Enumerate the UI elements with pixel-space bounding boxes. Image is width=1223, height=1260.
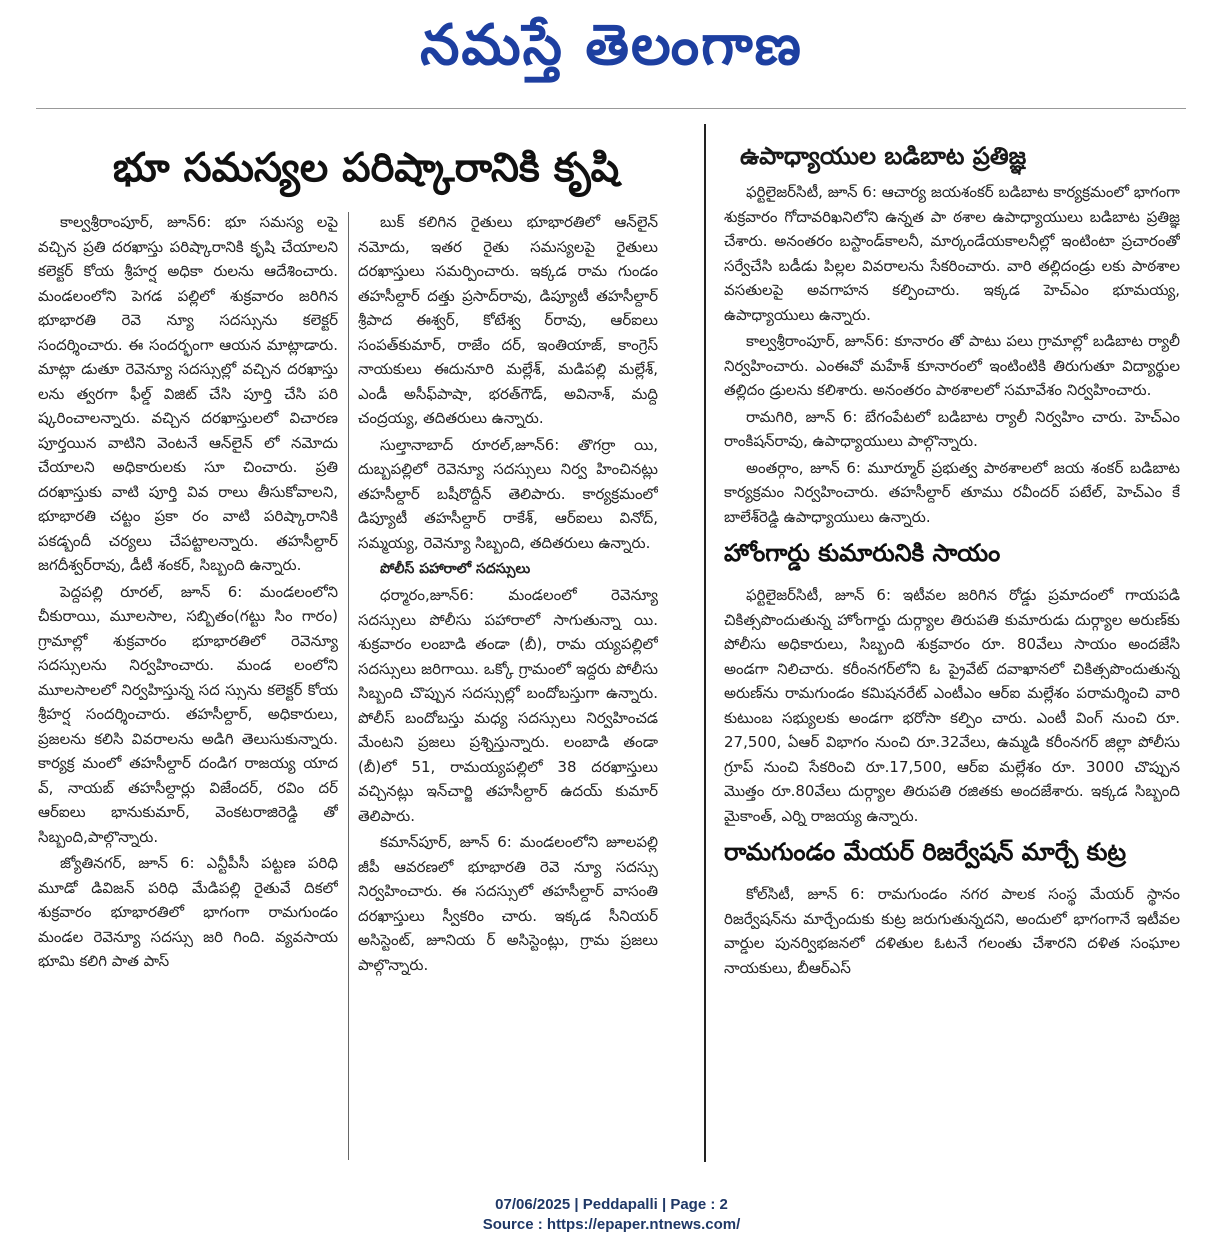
article-column-1 bbox=[38, 210, 338, 1160]
article-paragraph: బుక్ కలిగిన రైతులు భూభారతిలో ఆన్‌లైన్ నమోదు, ఇతర రైతు సమస్యలపై రైతులు దరఖాస్తులు సమర్పించారు. ఇక్కడ రామ గుండం తహసీల్దార్ దత్తు ప్రసాద్‌రావు, డిప్యూటీ తహసీల్దార్ శ్రీపాద ఈశ్వర్, కోటేశ్వ ర్‌రావు, ఆర్‌ఐలు సంపత్‌కుమార్, రాజేం దర్, ఇంతియాజ్, కాంగ్రెస్ నాయకులు ఈదునూరి మల్లేశ్, మడిపల్లి మల్లేశ్, ఎండీ అసీఫ్‌పాషా, భరత్‌గౌడ్, అవినాశ్, మద్ది చంద్రయ్య, తదితరులు ఉన్నారు. bbox=[358, 213, 658, 427]
article-paragraph: జ్యోతినగర్, జూన్ 6: ఎన్టీపీసీ పట్టణ పరిధి మూడో డివిజన్ పరిధి మేడిపల్లి రైతువే దికలో శుక్రవారం భూభారతిలో భాగంగా రామగుండం మండల రెవెన్యూ సదస్సు జరి గింది. వ్యవసాయ భూమి కలిగి పాత పాస్ bbox=[38, 854, 338, 970]
masthead bbox=[0, 8, 1223, 88]
newspaper-logo: నమస్తే తెలంగాణ bbox=[420, 13, 803, 78]
article-paragraph: కమాన్‌పూర్, జూన్ 6: మండలంలోని జూలపల్లి జీపీ ఆవరణలో భూభారతి రెవె న్యూ సదస్సు నిర్వహించారు. ఈ సదస్సులో తహసీల్దార్ వాసంతి దరఖాస్తులు స్వీకరిం చారు. ఇక్కడ సీనియర్ అసిస్టెంట్, జూనియ ర్ అసిస్టెంట్లు, గ్రామ ప్రజలు పాల్గొన్నారు. bbox=[358, 833, 658, 974]
footer-source: Source : https://epaper.ntnews.com/ bbox=[482, 1216, 741, 1233]
article-subhead: పోలీస్ పహారాలో సదస్సులు bbox=[380, 561, 531, 577]
article-column-2 bbox=[358, 210, 658, 1160]
article-paragraph: ఫర్టిలైజర్‌సిటీ, జూన్ 6: ఇటీవల జరిగిన రోడ్డు ప్రమాదంలో గాయపడి చికిత్సపొందుతున్న హోంగార్డు దుర్గ్యాల తిరుపతి కుమారుడు దుర్గ్యాల అరుణ్‌కు పోలీసు అధికారులు, సిబ్బంది శుక్రవారం రూ. 80వేలు సాయం అందజేసి అండగా నిలిచారు. కరీంనగర్‌లోని ఓ ప్రైవేట్ దవాఖానలో చికిత్సపొందుతున్న అరుణ్‌ను రామగుండం కమిషనరేట్ ఎంటీఎం ఆర్‌ఐ మల్లేశం పరామర్శించి వారి కుటుంబ సభ్యులకు అండగా భరోసా కల్పిం చారు. ఎంటీ వింగ్ నుంచి రూ. 27,500, ఏఆర్ విభాగం నుంచి రూ.32వేలు, ఉమ్మడి కరీంనగర్ జిల్లా పోలీసు గ్రూప్ నుంచి సేకరించి రూ.17,500, ఆర్‌ఐ మల్లేశం రూ. 3000 చొప్పున మొత్తం రూ.80వేలు దుర్గ్యాల తిరుపతి రజితకు అందజేశారు. ఇక్కడ సిబ్బంది మైకాంత్, ఎర్ని రాజయ్య ఉన్నారు. bbox=[724, 586, 1180, 825]
right-news-column bbox=[724, 180, 1180, 1160]
article-paragraph: అంతర్గాం, జూన్ 6: మూర్మూర్ ప్రభుత్వ పాఠశాలలో జయ శంకర్ బడిబాట కార్యక్రమం నిర్వహించారు. తహసీల్దార్ తూము రవీందర్ పటేల్, హెచ్‌ఎం కే బాలేశ్‌రెడ్డి ఉపాధ్యాయులు ఉన్నారు. bbox=[724, 458, 1180, 526]
column-divider bbox=[704, 124, 706, 1162]
inner-column-divider bbox=[348, 212, 349, 1160]
section-title-mayor: రామగుండం మేయర్ రిజర్వేషన్ మార్చే కుట్ర bbox=[724, 838, 1126, 866]
article-paragraph: పెద్దపల్లి రూరల్, జూన్ 6: మండలంలోని చీకురాయి, మూలసాల, సబ్బితం(గట్టు సిం గారం) గ్రామాల్లో శుక్రవారం భూభారతిలో రెవెన్యూ సదస్సులను నిర్వహించారు. మండ లంలోని మూలసాలలో నిర్వహిస్తున్న సద స్సును కలెక్టర్ కోయ శ్రీహర్ష సందర్శించారు. తహసీల్దార్, అధికారులు, ప్రజలను కలిసి వివరాలను అడిగి తెలుసుకున్నారు. కార్యక్ర మంలో తహసీల్దార్ దండిగ రాజయ్య యాద వ్, నాయబ్ తహసీల్దార్లు విజేందర్, రవిం దర్ ఆర్‌ఐలు భానుకుమార్, వెంకటరాజిరెడ్డి తో సిబ్బంది,పాల్గొన్నారు. bbox=[38, 582, 338, 846]
footer-dateline: 07/06/2025 | Peddapalli | Page : 2 bbox=[495, 1196, 728, 1213]
article-paragraph: సుల్తానాబాద్ రూరల్,జూన్6: తొగర్రా యి, దుబ్బపల్లిలో రెవెన్యూ సదస్సులు నిర్వ హించినట్లు తహసీల్దార్ బషీరొద్దీన్ తెలిపారు. కార్యక్రమంలో డిప్యూటీ తహసీల్దార్ రాకేశ్, ఆర్‌ఐలు వినోద్, సమ్మయ్య, రెవెన్యూ సిబ్బంది, తదితరులు ఉన్నారు. bbox=[358, 435, 658, 552]
main-headline: భూ సమస్యల పరిష్కారానికి కృషి bbox=[112, 145, 620, 191]
section-title-badibata: ఉపాధ్యాయుల బడిబాట ప్రతిజ్ఞ bbox=[740, 142, 1027, 170]
article-paragraph: ధర్మారం,జూన్6: మండలంలో రెవెన్యూ సదస్సులు పోలీసు పహారాలో సాగుతున్నా యి. శుక్రవారం లంబాడి తండా (బీ), రామ య్యపల్లిలో సదస్సులు జరిగాయి. ఒక్కో గ్రామంలో ఇద్దరు పోలీసు సిబ్బంది చొప్పున సదస్సుల్లో బందోబస్తుగా ఉన్నారు. పోలీస్ బందోబస్తు మధ్య సదస్సులు నిర్వహించడ మేంటని ప్రజలు ప్రశ్నిస్తున్నారు. లంబాడి తండా (బీ)లో 51, రామయ్యపల్లిలో 38 దరఖాస్తులు వచ్చినట్లు ఇన్‌చార్జి తహసీల్దార్ ఉదయ్ కుమార్ తెలిపారు. bbox=[358, 586, 658, 825]
article-paragraph: రామగిరి, జూన్ 6: బేగంపేటలో బడిబాట ర్యాలీ నిర్వహిం చారు. హెచ్‌ఎం రాంకిషన్‌రావు, ఉపాధ్యాయులు పాల్గొన్నారు. bbox=[724, 407, 1180, 450]
article-paragraph: కాల్వశ్రీరాంపూర్, జూన్6: కూనారం తో పాటు పలు గ్రామాల్లో బడిబాట ర్యాలీ నిర్వహించారు. ఎంఈవో మహేశ్ కూనారంలో ఇంటింటికి తిరుగుతూ విద్యార్థుల తల్లిదం డ్రులను కలిశారు. అనంతరం పాఠశాలలో సమావేశం నిర్వహించారు. bbox=[724, 332, 1180, 399]
article-paragraph: ఫర్టిలైజర్‌సిటీ, జూన్ 6: ఆచార్య జయశంకర్ బడిబాట కార్యక్రమంలో భాగంగా శుక్రవారం గోదావరిఖనిలోని ఉన్నత పా ఠశాల ఉపాధ్యాయులు బడిబాట ప్రతిజ్ఞ చేశారు. అనంతరం బస్టాండ్‌కాలనీ, మార్కండేయకాలనీల్లో ఇంటింటా ప్రచారంతో సర్వేచేసి బడీడు పిల్లల వివరాలను సేకరించారు. వారి తల్లిదండ్రు లకు పాఠశాల వసతులపై అవగాహన కల్పించారు. ఇక్కడ హెచ్‌ఎం భూమయ్య, ఉపాధ్యాయులు ఉన్నారు. bbox=[724, 183, 1180, 324]
article-paragraph: కాల్వశ్రీరాంపూర్, జూన్6: భూ సమస్య లపై వచ్చిన ప్రతి దరఖాస్తు పరిష్కారానికి కృషి చేయాలని కలెక్టర్ కోయ శ్రీహర్ష అధికా రులను ఆదేశించారు. మండలంలోని పెగడ పల్లిలో శుక్రవారం జరిగిన భూభారతి రెవె న్యూ సదస్సును కలెక్టర్ సందర్శించారు. ఈ సందర్భంగా ఆయన మాట్లాడారు. మాట్లా డుతూ రెవెన్యూ సదస్సుల్లో వచ్చిన దరఖాస్తు లను త్వరగా ఫీల్డ్ విజిట్ చేసి పూర్తి చేసి పరి ష్కరించాలన్నారు. వచ్చిన దరఖాస్తులలో విచారణ పూర్తయిన వాటిని వెంటనే ఆన్‌లైన్ లో నమోదు చేయాలని అధికారులకు సూ చించారు. ప్రతి దరఖాస్తుకు వాటి పూర్తి వివ రాలు తీసుకోవాలని, భూభారతి చట్టం ప్రకా రం వాటి పరిష్కారానికి పకడ్బందీ చర్యలు చేపట్టాలన్నారు. తహసీల్దార్ జగదీశ్వర్‌రావు, డీటీ శంకర్, సిబ్బంది ఉన్నారు. bbox=[38, 213, 338, 574]
article-paragraph: కోల్‌సిటీ, జూన్ 6: రామగుండం నగర పాలక సంస్థ మేయర్ స్థానం రిజర్వేషన్‌ను మార్చేందుకు కుట్ర జరుగుతున్నదని, అందులో భాగంగానే ఇటీవల వార్డుల పునర్విభజనలో దళితుల ఓటనే గలంతు చేశారని దళిత సంఘాల నాయకులు, బీఆర్‌ఎస్ bbox=[724, 885, 1180, 977]
section-title-homeguard: హోంగార్డు కుమారునికి సాయం bbox=[724, 539, 1001, 567]
top-divider bbox=[36, 108, 1186, 109]
